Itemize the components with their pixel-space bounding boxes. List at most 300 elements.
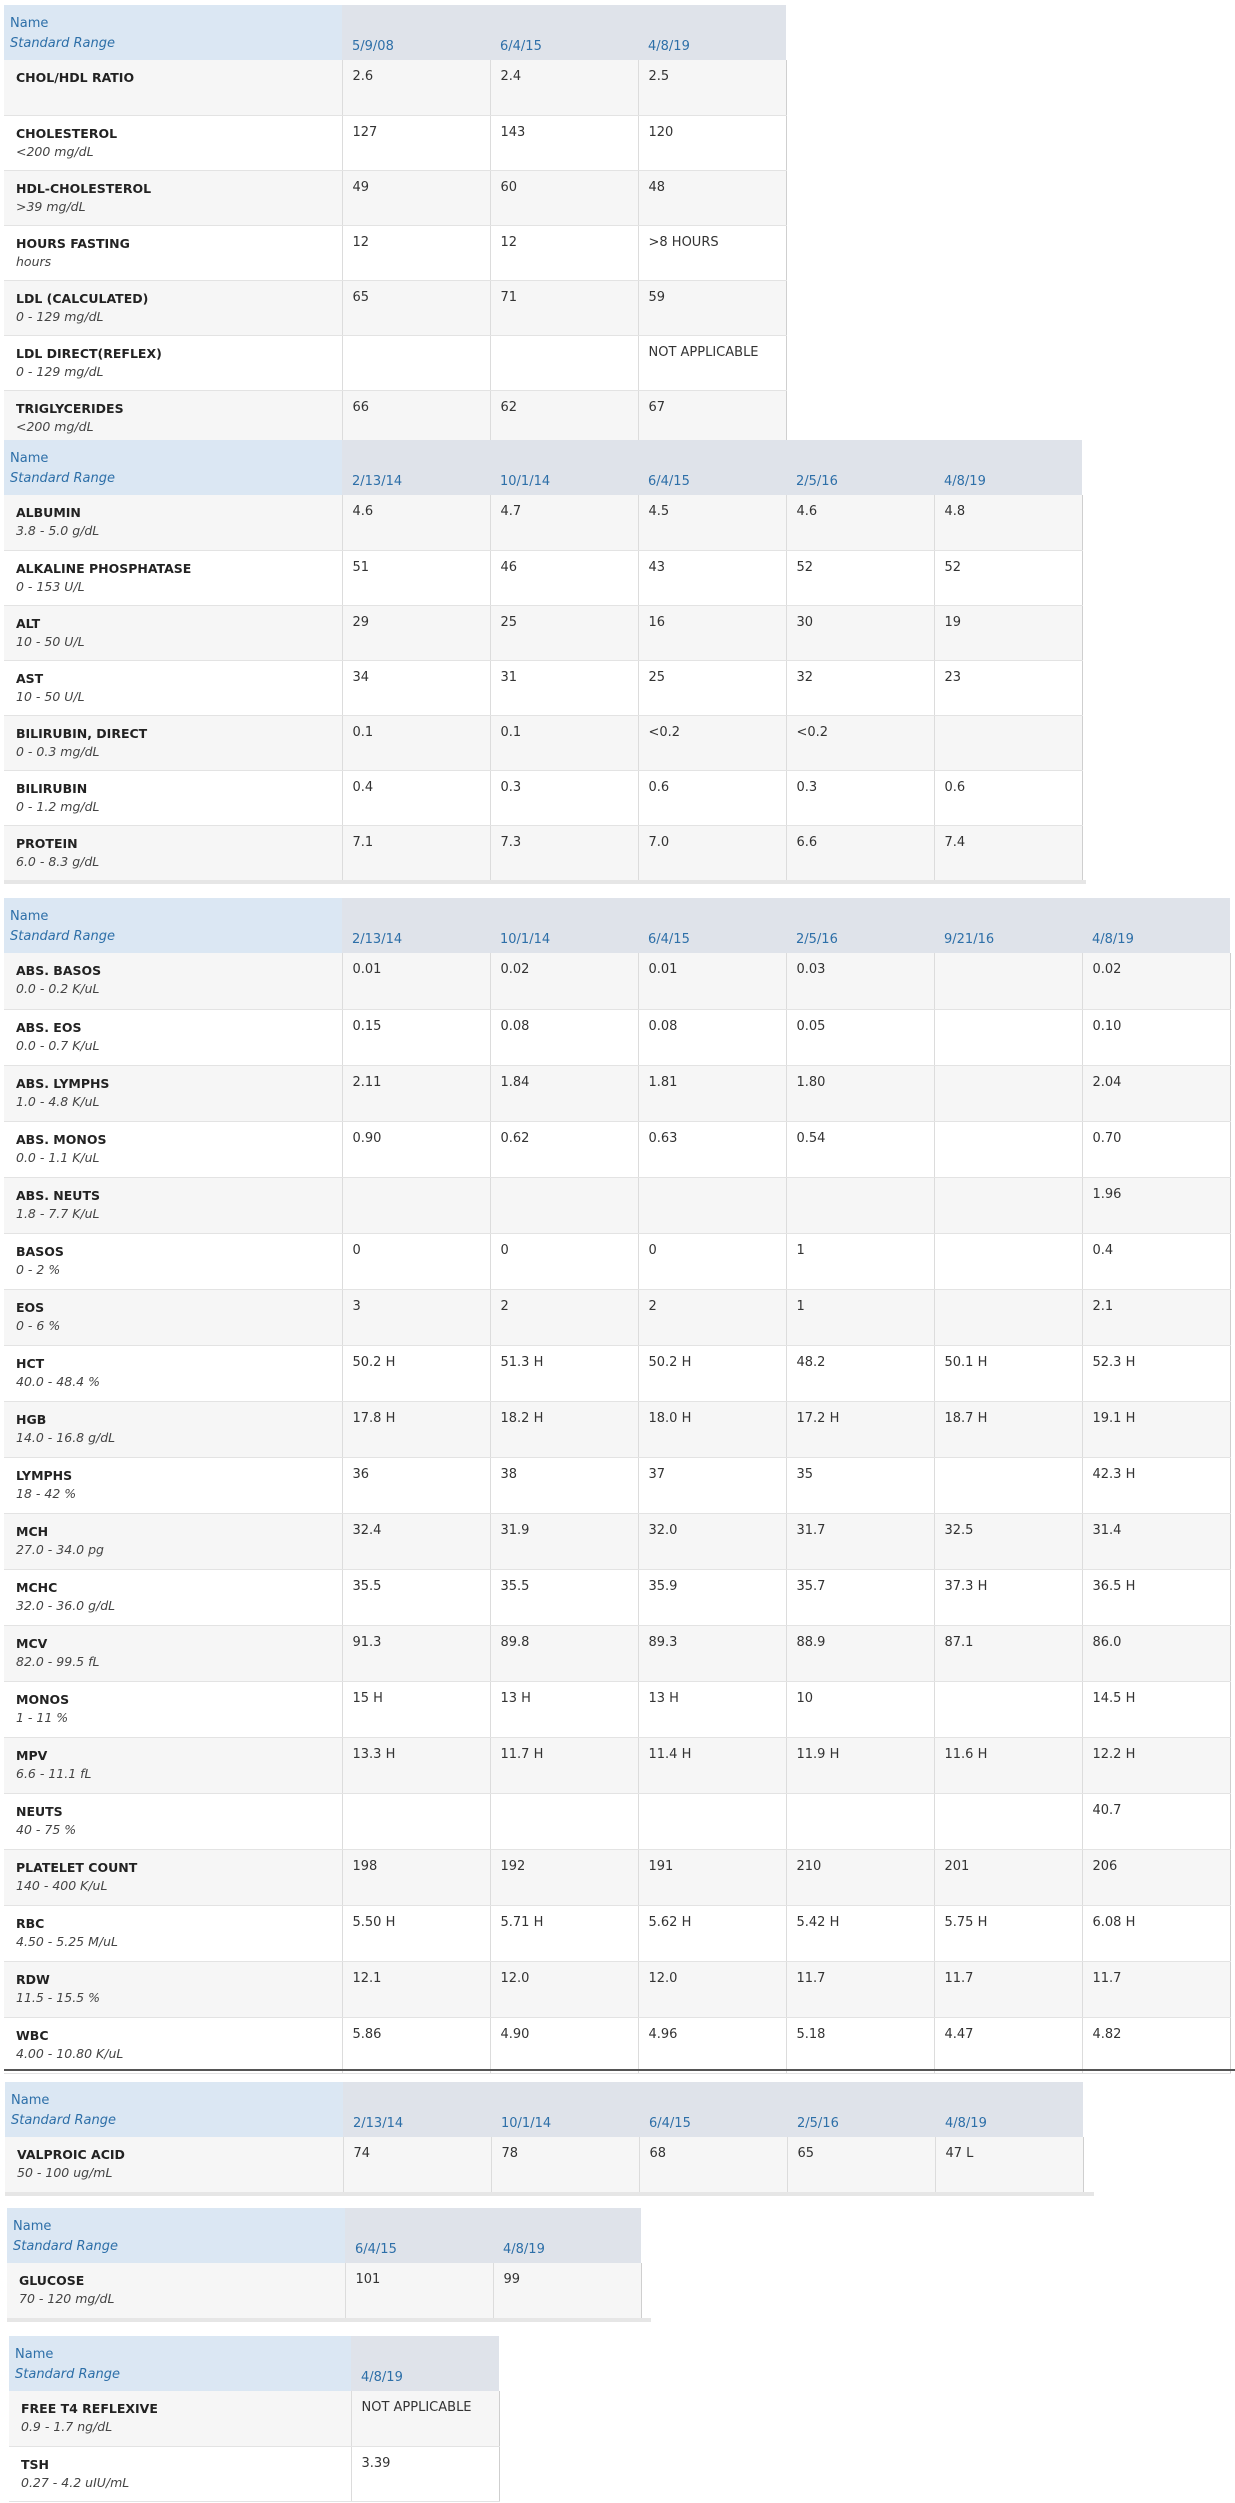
table-row [4, 280, 786, 335]
result-value-cell: 7.3 [490, 825, 638, 880]
test-standard-range: 0 - 6 % [16, 1317, 61, 1333]
result-value-cell: 36 [342, 1457, 490, 1513]
result-value-cell: 60 [490, 170, 638, 225]
result-value-cell: 91.3 [342, 1625, 490, 1681]
name-header-label: Name [13, 2219, 52, 2234]
test-name: PLATELET COUNT [16, 1859, 138, 1875]
test-name-cell [4, 1457, 342, 1513]
result-value-cell: 86.0 [1082, 1625, 1230, 1681]
test-name: EOS [16, 1299, 45, 1315]
test-name: MCV [16, 1635, 48, 1651]
result-value-cell: 7.0 [638, 825, 786, 880]
result-value-cell: 51.3 H [490, 1345, 638, 1401]
result-value-cell [934, 1065, 1082, 1121]
result-value-cell: 25 [638, 660, 786, 715]
result-value-cell: 2 [638, 1289, 786, 1345]
test-name: BILIRUBIN [16, 780, 88, 796]
table-row [4, 2017, 1230, 2073]
result-value-cell: <0.2 [786, 715, 934, 770]
test-name: NEUTS [16, 1803, 63, 1819]
result-value-cell: 12.2 H [1082, 1737, 1230, 1793]
table-row [4, 1905, 1230, 1961]
test-standard-range: 70 - 120 mg/dL [19, 2291, 115, 2306]
test-name: CHOLESTEROL [16, 125, 118, 141]
test-name-cell [4, 390, 342, 445]
test-name: LYMPHS [16, 1467, 73, 1483]
result-value-cell: 19.1 H [1082, 1401, 1230, 1457]
result-value-cell [342, 1793, 490, 1849]
result-value-cell: 89.3 [638, 1625, 786, 1681]
result-value-cell: 0.01 [342, 953, 490, 1009]
result-value-cell: 4.82 [1082, 2017, 1230, 2073]
table-separator [5, 2192, 1094, 2196]
result-value-cell: 0.08 [490, 1009, 638, 1065]
test-name-cell [4, 495, 342, 550]
table-row [4, 1401, 1230, 1457]
test-name: BASOS [16, 1243, 64, 1259]
table-row [4, 1793, 1230, 1849]
table-row [4, 953, 1230, 1009]
table-row [4, 495, 1082, 550]
table-row [4, 1065, 1230, 1121]
result-value-cell: 0.90 [342, 1121, 490, 1177]
lipid-panel-table [4, 5, 787, 446]
test-standard-range: 0 - 1.2 mg/dL [16, 798, 100, 814]
date-column-header: 4/8/19 [935, 2082, 1083, 2137]
result-value-cell: 0 [342, 1233, 490, 1289]
test-name: HDL-CHOLESTEROL [16, 180, 152, 196]
result-value-cell: 49 [342, 170, 490, 225]
test-standard-range: 0 - 129 mg/dL [16, 308, 104, 324]
result-value-cell: 11.7 H [490, 1737, 638, 1793]
test-name-cell [4, 1345, 342, 1401]
test-name-cell [7, 2263, 345, 2318]
test-name: ABS. EOS [16, 1019, 82, 1035]
date-column-header: 10/1/14 [490, 440, 638, 495]
table-row [4, 550, 1082, 605]
test-standard-range: 6.6 - 11.1 fL [16, 1765, 92, 1781]
test-standard-range: 10 - 50 U/L [16, 688, 85, 704]
result-value-cell: NOT APPLICABLE [638, 335, 786, 390]
test-name: AST [16, 670, 44, 686]
standard-range-header-label: Standard Range [10, 471, 115, 486]
date-column-header: 2/13/14 [342, 440, 490, 495]
table-row [9, 2446, 499, 2501]
test-name-cell [4, 1065, 342, 1121]
result-value-cell: 89.8 [490, 1625, 638, 1681]
test-standard-range: 0 - 2 % [16, 1261, 61, 1277]
result-value-cell: 0.54 [786, 1121, 934, 1177]
test-name-cell [4, 1625, 342, 1681]
table-row [4, 1289, 1230, 1345]
test-standard-range: 18 - 42 % [16, 1485, 77, 1501]
test-standard-range: 4.50 - 5.25 M/uL [16, 1933, 118, 1949]
table-row [9, 2391, 499, 2446]
test-standard-range: 140 - 400 K/uL [16, 1877, 108, 1893]
result-value-cell: 0.15 [342, 1009, 490, 1065]
test-name: ALKALINE PHOSPHATASE [16, 560, 192, 576]
result-value-cell: 4.6 [342, 495, 490, 550]
result-value-cell [490, 1793, 638, 1849]
result-value-cell: 11.6 H [934, 1737, 1082, 1793]
test-standard-range: 10 - 50 U/L [16, 633, 85, 649]
table-row [4, 1233, 1230, 1289]
result-value-cell [342, 1177, 490, 1233]
standard-range-header-label: Standard Range [10, 929, 115, 944]
result-value-cell: 59 [638, 280, 786, 335]
table-row [4, 1345, 1230, 1401]
test-name-cell [4, 115, 342, 170]
result-value-cell: 201 [934, 1849, 1082, 1905]
result-value-cell: 11.9 H [786, 1737, 934, 1793]
result-value-cell: 206 [1082, 1849, 1230, 1905]
test-name-cell [4, 1401, 342, 1457]
test-standard-range: 0 - 0.3 mg/dL [16, 743, 100, 759]
result-value-cell: 0 [490, 1233, 638, 1289]
result-value-cell: 48.2 [786, 1345, 934, 1401]
table-row [4, 1457, 1230, 1513]
table-row [7, 2263, 641, 2318]
test-name: HOURS FASTING [16, 235, 130, 251]
result-value-cell: <0.2 [638, 715, 786, 770]
standard-range-header-label: Standard Range [10, 36, 115, 51]
table-row [4, 715, 1082, 770]
result-value-cell: 191 [638, 1849, 786, 1905]
date-column-header: 10/1/14 [490, 898, 638, 953]
result-value-cell: 35.9 [638, 1569, 786, 1625]
result-value-cell: 23 [934, 660, 1082, 715]
result-value-cell: 38 [490, 1457, 638, 1513]
result-value-cell [934, 1289, 1082, 1345]
result-value-cell: 7.4 [934, 825, 1082, 880]
test-standard-range: 40.0 - 48.4 % [16, 1373, 100, 1389]
test-name: HCT [16, 1355, 45, 1371]
result-value-cell: 210 [786, 1849, 934, 1905]
result-value-cell: 32.0 [638, 1513, 786, 1569]
result-value-cell: 46 [490, 550, 638, 605]
test-standard-range: 50 - 100 ug/mL [17, 2165, 113, 2180]
date-column-header: 5/9/08 [342, 5, 490, 60]
result-value-cell: 4.8 [934, 495, 1082, 550]
table-row [4, 1625, 1230, 1681]
name-header-label: Name [10, 16, 49, 31]
test-standard-range: 3.8 - 5.0 g/dL [16, 523, 100, 538]
test-name: LDL (CALCULATED) [16, 290, 149, 306]
result-value-cell: 30 [786, 605, 934, 660]
test-standard-range: 82.0 - 99.5 fL [16, 1653, 100, 1669]
table-row [4, 225, 786, 280]
result-value-cell: 5.62 H [638, 1905, 786, 1961]
name-column-header [4, 440, 342, 495]
test-name: MCHC [16, 1579, 58, 1595]
result-value-cell: 52.3 H [1082, 1345, 1230, 1401]
result-value-cell [934, 953, 1082, 1009]
test-name-cell [4, 1177, 342, 1233]
result-value-cell: 17.2 H [786, 1401, 934, 1457]
test-standard-range: 0.9 - 1.7 ng/dL [21, 2419, 113, 2434]
table-row [4, 1569, 1230, 1625]
result-value-cell: 2.4 [490, 60, 638, 115]
result-value-cell: 4.7 [490, 495, 638, 550]
result-value-cell: 51 [342, 550, 490, 605]
result-value-cell: 127 [342, 115, 490, 170]
result-value-cell: 25 [490, 605, 638, 660]
result-value-cell: 4.96 [638, 2017, 786, 2073]
result-value-cell: 0.63 [638, 1121, 786, 1177]
test-standard-range: 0.27 - 4.2 uIU/mL [21, 2474, 130, 2490]
result-value-cell: 65 [787, 2137, 935, 2192]
result-value-cell: 0.08 [638, 1009, 786, 1065]
result-value-cell: 43 [638, 550, 786, 605]
result-value-cell: 48 [638, 170, 786, 225]
result-value-cell: 0.6 [638, 770, 786, 825]
result-value-cell: 62 [490, 390, 638, 445]
result-value-cell: 50.2 H [342, 1345, 490, 1401]
name-header-label: Name [11, 2093, 50, 2108]
date-column-header: 2/13/14 [342, 898, 490, 953]
test-name-cell [4, 1849, 342, 1905]
header-row [9, 2336, 499, 2391]
result-value-cell: 71 [490, 280, 638, 335]
result-value-cell: 18.0 H [638, 1401, 786, 1457]
result-value-cell [786, 1793, 934, 1849]
test-name: HGB [16, 1411, 47, 1427]
result-value-cell: 101 [345, 2263, 493, 2318]
table-row [4, 1513, 1230, 1569]
result-value-cell: 0.05 [786, 1009, 934, 1065]
table-row [4, 825, 1082, 880]
result-value-cell: 5.75 H [934, 1905, 1082, 1961]
table-row [4, 1121, 1230, 1177]
result-value-cell: 17.8 H [342, 1401, 490, 1457]
test-standard-range: 14.0 - 16.8 g/dL [16, 1429, 116, 1445]
table-row [4, 1737, 1230, 1793]
date-column-header: 2/5/16 [786, 898, 934, 953]
table-row [4, 605, 1082, 660]
test-name-cell [4, 1009, 342, 1065]
result-value-cell [786, 1177, 934, 1233]
result-value-cell: 0.02 [490, 953, 638, 1009]
result-value-cell: 13 H [490, 1681, 638, 1737]
date-column-header: 9/21/16 [934, 898, 1082, 953]
result-value-cell [638, 1177, 786, 1233]
result-value-cell: 87.1 [934, 1625, 1082, 1681]
result-value-cell: 68 [639, 2137, 787, 2192]
table-row [4, 1961, 1230, 2017]
test-name-cell [4, 953, 342, 1009]
result-value-cell: >8 HOURS [638, 225, 786, 280]
test-name: TRIGLYCERIDES [16, 400, 124, 416]
header-row [4, 5, 786, 60]
result-value-cell: 12.1 [342, 1961, 490, 2017]
test-name: VALPROIC ACID [17, 2147, 125, 2162]
name-column-header [7, 2208, 345, 2263]
test-standard-range: 0 - 153 U/L [16, 578, 85, 594]
test-name-cell [9, 2391, 351, 2446]
test-standard-range: >39 mg/dL [16, 198, 86, 214]
test-name-cell [4, 60, 342, 115]
result-value-cell: 88.9 [786, 1625, 934, 1681]
name-column-header [4, 5, 342, 60]
result-value-cell [934, 1233, 1082, 1289]
result-value-cell: 99 [493, 2263, 641, 2318]
result-value-cell: 78 [491, 2137, 639, 2192]
result-value-cell: 2.1 [1082, 1289, 1230, 1345]
result-value-cell: 0.62 [490, 1121, 638, 1177]
glucose-table [7, 2208, 642, 2319]
test-name: PROTEIN [16, 835, 78, 851]
result-value-cell: 37 [638, 1457, 786, 1513]
thyroid-table [9, 2336, 500, 2502]
test-name-cell [4, 1121, 342, 1177]
date-column-header: 4/8/19 [934, 440, 1082, 495]
result-value-cell: 12.0 [490, 1961, 638, 2017]
date-column-header: 6/4/15 [345, 2208, 493, 2263]
date-column-header: 2/13/14 [343, 2082, 491, 2137]
result-value-cell [490, 335, 638, 390]
result-value-cell: 5.18 [786, 2017, 934, 2073]
table-row [4, 1177, 1230, 1233]
name-column-header [9, 2336, 351, 2391]
date-column-header: 4/8/19 [1082, 898, 1230, 953]
result-value-cell: 1 [786, 1289, 934, 1345]
result-value-cell: 1 [786, 1233, 934, 1289]
test-name-cell [4, 1513, 342, 1569]
standard-range-header-label: Standard Range [13, 2239, 118, 2254]
result-value-cell [934, 1009, 1082, 1065]
test-name-cell [4, 170, 342, 225]
result-value-cell: 198 [342, 1849, 490, 1905]
result-value-cell: 12 [490, 225, 638, 280]
test-name-cell [9, 2446, 351, 2501]
result-value-cell: 0.3 [490, 770, 638, 825]
result-value-cell: 0.01 [638, 953, 786, 1009]
test-name-cell [4, 2017, 342, 2073]
result-value-cell: 13 H [638, 1681, 786, 1737]
test-name: ABS. BASOS [16, 963, 102, 978]
date-column-header: 4/8/19 [351, 2336, 499, 2391]
result-value-cell: 5.50 H [342, 1905, 490, 1961]
test-name: MCH [16, 1523, 49, 1539]
test-name-cell [4, 1289, 342, 1345]
result-value-cell: 4.47 [934, 2017, 1082, 2073]
result-value-cell: 3 [342, 1289, 490, 1345]
table-row [4, 660, 1082, 715]
header-row [4, 898, 1230, 953]
test-name-cell [4, 280, 342, 335]
table-row [4, 390, 786, 445]
result-value-cell: 52 [786, 550, 934, 605]
liver-panel-table [4, 440, 1083, 881]
test-name-cell [4, 660, 342, 715]
test-standard-range: 27.0 - 34.0 pg [16, 1541, 104, 1557]
result-value-cell: 67 [638, 390, 786, 445]
result-value-cell: 35.5 [490, 1569, 638, 1625]
result-value-cell: 19 [934, 605, 1082, 660]
test-standard-range: 40 - 75 % [16, 1821, 77, 1837]
result-value-cell: 12 [342, 225, 490, 280]
result-value-cell: 0.10 [1082, 1009, 1230, 1065]
test-name-cell [4, 1905, 342, 1961]
test-name: ALT [16, 615, 41, 631]
test-name: RDW [16, 1971, 50, 1987]
result-value-cell: 31 [490, 660, 638, 715]
result-value-cell: 2.11 [342, 1065, 490, 1121]
test-name: GLUCOSE [19, 2273, 85, 2288]
test-name: RBC [16, 1915, 45, 1931]
date-column-header: 2/5/16 [786, 440, 934, 495]
table-row [4, 1681, 1230, 1737]
table-row [4, 170, 786, 225]
test-name: TSH [21, 2456, 49, 2472]
date-column-header: 6/4/15 [638, 440, 786, 495]
test-name: CHOL/HDL RATIO [16, 70, 135, 85]
result-value-cell: 35 [786, 1457, 934, 1513]
result-value-cell: 0.4 [342, 770, 490, 825]
result-value-cell: 52 [934, 550, 1082, 605]
result-value-cell: 35.5 [342, 1569, 490, 1625]
test-standard-range: 4.00 - 10.80 K/uL [16, 2045, 124, 2061]
test-standard-range: 1.8 - 7.7 K/uL [16, 1205, 100, 1221]
test-name: LDL DIRECT(REFLEX) [16, 345, 162, 361]
result-value-cell: 35.7 [786, 1569, 934, 1625]
result-value-cell: NOT APPLICABLE [351, 2391, 499, 2446]
result-value-cell [934, 1457, 1082, 1513]
result-value-cell: 0.6 [934, 770, 1082, 825]
name-header-label: Name [10, 451, 49, 466]
test-standard-range: 32.0 - 36.0 g/dL [16, 1597, 116, 1613]
name-header-label: Name [10, 909, 49, 924]
result-value-cell [934, 1121, 1082, 1177]
result-value-cell: 29 [342, 605, 490, 660]
result-value-cell [934, 715, 1082, 770]
result-value-cell: 0.1 [342, 715, 490, 770]
date-column-header: 6/4/15 [490, 5, 638, 60]
test-standard-range: 11.5 - 15.5 % [16, 1989, 100, 2005]
result-value-cell: 0.4 [1082, 1233, 1230, 1289]
result-value-cell: 32 [786, 660, 934, 715]
result-value-cell: 143 [490, 115, 638, 170]
result-value-cell [490, 1177, 638, 1233]
result-value-cell: 0.3 [786, 770, 934, 825]
result-value-cell: 0.1 [490, 715, 638, 770]
result-value-cell: 18.7 H [934, 1401, 1082, 1457]
result-value-cell [342, 335, 490, 390]
test-name-cell [4, 1961, 342, 2017]
result-value-cell: 1.81 [638, 1065, 786, 1121]
result-value-cell: 34 [342, 660, 490, 715]
result-value-cell: 36.5 H [1082, 1569, 1230, 1625]
result-value-cell: 15 H [342, 1681, 490, 1737]
date-column-header: 4/8/19 [638, 5, 786, 60]
result-value-cell: 1.96 [1082, 1177, 1230, 1233]
table-row [4, 770, 1082, 825]
result-value-cell: 31.9 [490, 1513, 638, 1569]
test-name: MPV [16, 1747, 48, 1763]
result-value-cell: 6.6 [786, 825, 934, 880]
test-name-cell [4, 1681, 342, 1737]
result-value-cell: 12.0 [638, 1961, 786, 2017]
result-value-cell: 120 [638, 115, 786, 170]
table-row [4, 1009, 1230, 1065]
result-value-cell: 47 L [935, 2137, 1083, 2192]
header-row [4, 440, 1082, 495]
test-name-cell [4, 1793, 342, 1849]
test-name-cell [4, 1233, 342, 1289]
test-name-cell [4, 715, 342, 770]
table-row [5, 2137, 1083, 2192]
result-value-cell: 1.80 [786, 1065, 934, 1121]
